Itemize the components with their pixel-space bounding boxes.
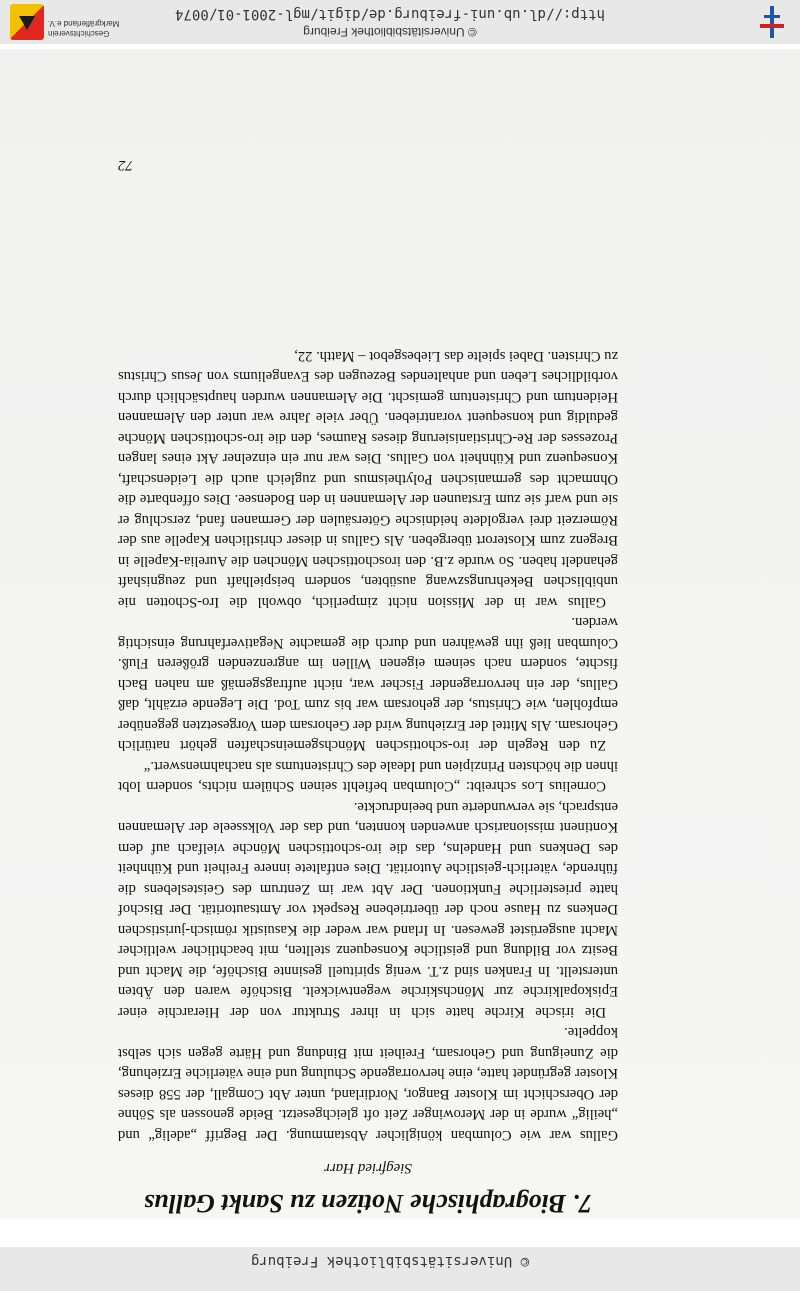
- partner-name: Geschichtsverein Markgräflerland e.V.: [48, 19, 120, 38]
- ub-freiburg-logo-icon[interactable]: [758, 6, 786, 38]
- paragraph: Gallus war wie Columban königlicher Abstammung. Der Begriff „adelig“ und „heilig“ wurde in der Merowinger Zeit oft gleichgesetzt. Beide genossen als Söhne der Oberschicht im Kloster Bangor, Nordirland, unter Abt Comgall, der 558 dieses Kloster gegründet hatte, eine hervorragende Schulung und eine väterliche Erziehung, die Zuneigung und Gehorsam, Freiheit mit Bindung und Härte gegen sich selbst koppelte.: [118, 1024, 618, 1143]
- source-url[interactable]: http://dl.ub.uni-freiburg.de/digit/mgl-2001-01/0074: [175, 6, 605, 22]
- paragraph: Gallus war in der Mission nicht zimperlich, obwohl die Iro-Schotten nie unbiblischen Bekehrungszwang ausübten, sondern beispielhaft und zeugnishaft gehandelt haben. So wurde z.B. den iroschottischen Mönchen die Aurelia-Kapelle in Bregenz zum Klosterort übergeben. Als Gallus in dieser christlichen Kapelle aus der Römerzeit drei vergoldete heidnische Götersäulen der Germanen fand, zerschlug er sie und warf sie zum Erstaunen der Alemannen in den Bodensee. Dies offenbarte die Ohnmacht des germanischen Polytheismus und zugleich auch die Leidenschaft, Konsequenz und Kühnheit von Gallus. Dies war nur ein einzelner Akt eines langen Prozesses der Re-Christianisierung dieses Raumes, den die iro-schottischen Mönche geduldig und konsequent vorantrieben. Über viele Jahre war unter den Alemannen Heidentum und Christentum gemischt. Die Alemannen wurden hauptsächlich durch vorbildliches Leben und anhaltendes Bezeugen des Evangeliums von Jesus Christus zu Christen. Dabei spielte das Liebesgebot – Matth. 22,: [118, 348, 618, 610]
- top-banner-text: © Universitätsbibliothek Freiburg: [250, 1253, 530, 1269]
- geschichtsverein-crest-icon[interactable]: [10, 4, 44, 40]
- chapter-title: 7. Biographische Notizen zu Sankt Gallus: [144, 1189, 592, 1218]
- page-content: [118, 157, 618, 1219]
- top-banner: [0, 1247, 800, 1291]
- copyright-text: © Universitätsbibliothek Freiburg: [303, 25, 477, 39]
- page-number: 72: [118, 157, 133, 173]
- scanned-page: [0, 49, 800, 1219]
- author-name: Siegfried Harr: [324, 1160, 412, 1176]
- paragraph: Die irische Kirche hatte sich in ihrer Struktur von der Hierarchie einer Episkopalkirche zur Mönchskirche wegentwickelt. Bischöfe waren den Äbten unterstellt. In Franken sind z.T. wenig spirituell gesinnte Bischöfe, die Macht und Besitz vor Bildung und geistliche Konsequenz stellten, mit beachtlicher weltlicher Macht ausgerüstet gewesen. In Irland war weder die Kasuistik römisch-juristischen Denkens zu Hause noch der übertriebene Respekt vor Amtsautorität. Der Bischof hatte priesterliche Funktionen. Der Abt war im Zentrum des Geisteslebens die führende, väterlich-geistliche Autorität. Dies entfaltete innere Freiheit und Kühnheit des Denkens und Handelns, das die iro-schottischen Mönche vielfach auf dem Kontinent missionarisch anwenden konnten, und das der Volksseele der Alemannen entsprach, sie verwunderte und beeindruckte.: [118, 799, 618, 1020]
- paragraph: Zu den Regeln der iro-schottischen Mönchsgemeinschaften gehört natürlich Gehorsam. Als Mittel der Erziehung wird der Gehorsam dem Vorgesetzten gegenüber empfohlen, wie Christus, der gehorsam war bis zum Tod. Die Legende erzählt, daß Gallus, der ein hervorragender Fischer war, nicht auftragsgemäß am nahen Bach fischte, sondern nach seinem eigenen Willen im angrenzenden größeren Fluß. Columban ließ ihn gewähren und durch die gemachte Negativerfahrung einsichtig werden.: [118, 614, 618, 754]
- footer-banner: [0, 0, 800, 44]
- paragraph: Cornelius Los schreibt: „Columban befiehlt seinen Schülern nichts, sondern lobt ihnen die höchsten Prinzipien und Ideale des Christentums als nachahmenswert.“: [118, 758, 618, 795]
